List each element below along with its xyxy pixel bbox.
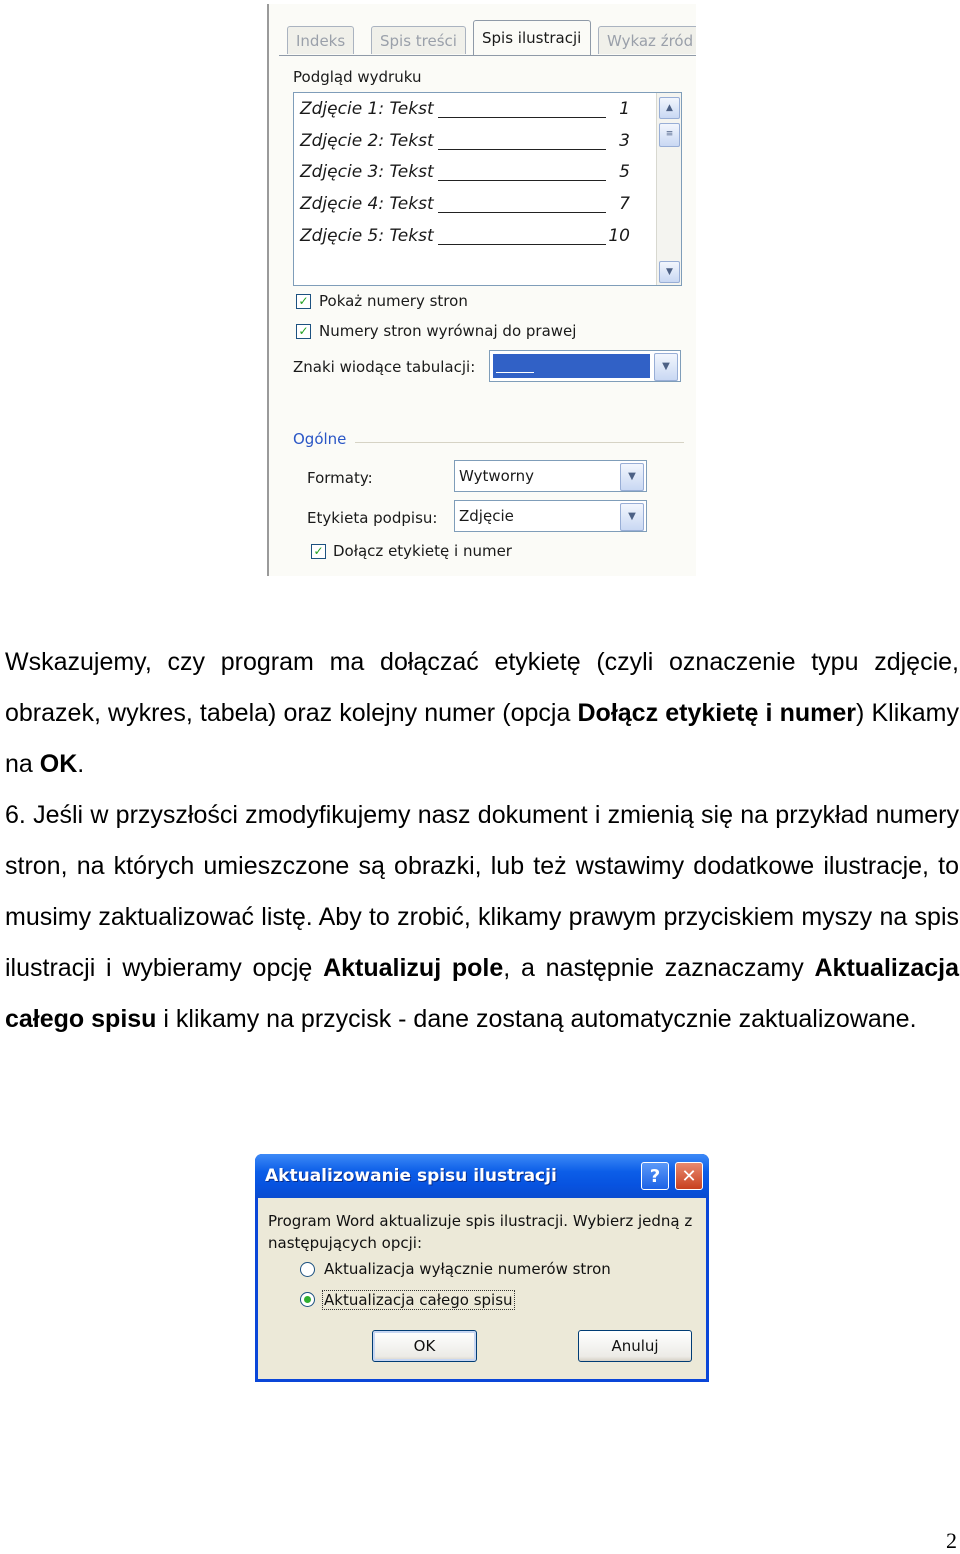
bold-text: Aktualizuj pole <box>323 954 504 982</box>
right-align-checkbox[interactable]: ✓ <box>296 324 311 339</box>
show-page-numbers-checkbox[interactable]: ✓ <box>296 294 311 309</box>
caption-select[interactable] <box>454 500 647 532</box>
caption-label: Etykieta podpisu: <box>307 509 438 527</box>
dialog-body <box>258 1198 706 1379</box>
scroll-thumb[interactable]: ≡ <box>659 123 680 147</box>
close-icon[interactable]: ✕ <box>675 1162 703 1190</box>
include-label-text: Dołącz etykietę i numer <box>333 542 512 560</box>
chevron-down-icon[interactable]: ▼ <box>620 463 644 491</box>
scroll-down-icon[interactable]: ▼ <box>659 261 680 283</box>
caption-value: Zdjęcie <box>459 507 514 525</box>
include-label-checkbox[interactable]: ✓ <box>311 544 326 559</box>
bold-text: Aktualizacja całego spisu <box>5 954 960 1033</box>
preview-entry: Zdjęcie 1: Tekst 1 <box>300 99 630 119</box>
text-run: 6. Jeśli w przyszłości zmodyfikujemy nasz dokument i zmienią się na przykład numery stron, na których umieszczone są obrazki, lub też wstawimy dodatkowe ilustracje, to musimy zaktualizować listę. Aby to zrobić, klikamy prawym przyciskiem myszy na spis ilustracji i wybieramy opcję <box>5 801 959 982</box>
tab-spis-tresci[interactable]: Spis treści <box>371 26 466 54</box>
tab-indeks[interactable]: Indeks <box>287 26 354 54</box>
tab-spis-ilustracji[interactable]: Spis ilustracji <box>473 20 591 56</box>
text-run: . <box>77 750 85 778</box>
page-number: 2 <box>946 1528 957 1553</box>
option-entire-table-label: Aktualizacja całego spisu <box>324 1291 513 1309</box>
option-page-numbers-label: Aktualizacja wyłącznie numerów stron <box>324 1260 611 1278</box>
bold-text: OK <box>39 750 78 778</box>
right-align-label: Numery stron wyrównaj do prawej <box>319 322 577 340</box>
tab-leader-select[interactable] <box>489 350 681 382</box>
cancel-button[interactable]: Anuluj <box>578 1330 692 1362</box>
general-group-label: Ogólne <box>293 430 347 448</box>
scroll-up-icon[interactable]: ▲ <box>659 97 680 119</box>
dialog-tabs <box>279 20 696 56</box>
preview-scrollbar[interactable] <box>656 93 681 285</box>
title-bar[interactable] <box>255 1154 709 1198</box>
formats-label: Formaty: <box>307 469 373 487</box>
paragraph-2 <box>5 790 959 1045</box>
formats-value: Wytworny <box>459 467 535 485</box>
option-entire-table-radio[interactable] <box>300 1292 315 1307</box>
print-preview-box[interactable] <box>293 92 682 286</box>
preview-entry: Zdjęcie 4: Tekst 7 <box>300 194 630 214</box>
dialog-title: Aktualizowanie spisu ilustracji <box>265 1166 557 1186</box>
ok-button[interactable]: OK <box>372 1330 477 1362</box>
preview-entry: Zdjęcie 2: Tekst 3 <box>300 131 630 151</box>
preview-entry: Zdjęcie 5: Tekst 10 <box>300 226 630 246</box>
bold-text: Dołącz etykietę i numer <box>577 699 856 727</box>
group-divider <box>355 442 684 443</box>
tab-divider <box>279 55 696 56</box>
help-icon[interactable]: ? <box>641 1162 669 1190</box>
show-page-numbers-label: Pokaż numery stron <box>319 292 468 310</box>
chevron-down-icon[interactable]: ▼ <box>654 353 678 381</box>
option-page-numbers-radio[interactable] <box>300 1262 315 1277</box>
print-preview-label: Podgląd wydruku <box>293 68 422 86</box>
update-toc-dialog <box>255 1154 709 1382</box>
formats-select[interactable] <box>454 460 647 492</box>
chevron-down-icon[interactable]: ▼ <box>620 503 644 531</box>
preview-entry: Zdjęcie 3: Tekst 5 <box>300 162 630 182</box>
text-run: i klikamy na przycisk - dane zostaną automatycznie zaktualizowane. <box>156 1005 917 1033</box>
tab-leader-label: Znaki wiodące tabulacji: <box>293 358 476 376</box>
dialog-message: Program Word aktualizuje spis ilustracji. Wybierz jedną z następujących opcji: <box>268 1212 693 1252</box>
toc-illustrations-dialog <box>267 4 696 576</box>
text-run: Wskazujemy, czy program ma dołączać etykietę (czyli oznaczenie typu zdjęcie, obrazek, wykres, tabela) oraz kolejny numer (opcja <box>5 648 959 727</box>
tab-leader-selected <box>493 354 650 378</box>
paragraph-1 <box>5 637 959 790</box>
text-run: , a następnie zaznaczamy <box>503 954 815 982</box>
text-run: ) Klikamy na <box>5 699 959 778</box>
tab-wykaz-zrodel[interactable]: Wykaz źród <box>598 26 696 54</box>
